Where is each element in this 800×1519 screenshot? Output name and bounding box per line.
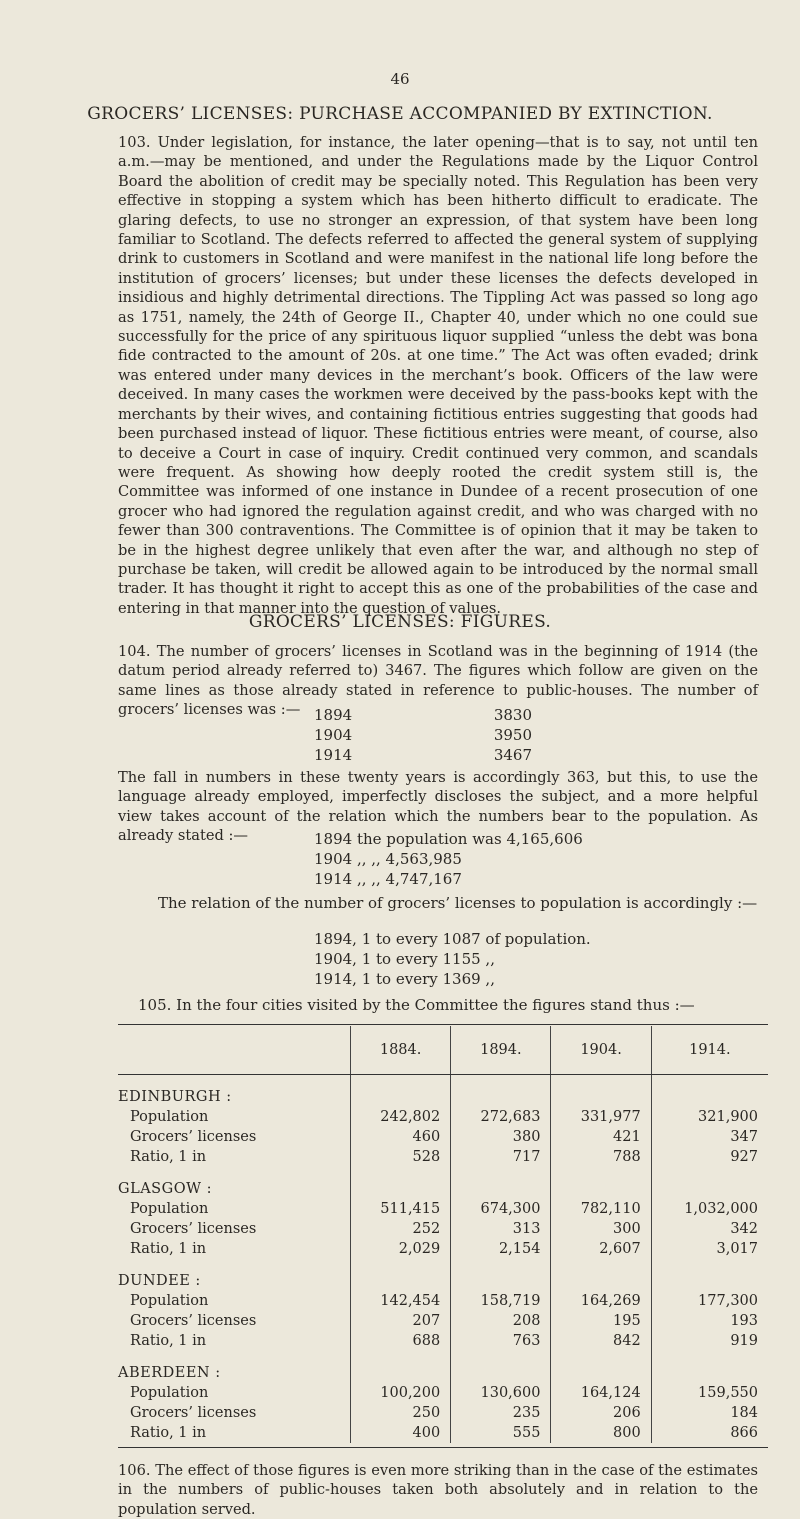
table-cell: 3,017: [651, 1239, 768, 1259]
table-cell: 300: [551, 1219, 651, 1239]
city-name: DUNDEE :: [118, 1273, 201, 1289]
row-label: Grocers’ licenses: [130, 1221, 257, 1237]
license-year: 1914: [314, 746, 353, 764]
page-number: 46: [390, 70, 410, 88]
section-heading-purchase: GROCERS’ LICENSES: PURCHASE ACCOMPANIED BY EXTINCTION.: [87, 104, 713, 124]
license-value: 3467: [493, 746, 532, 764]
table-row: [118, 1127, 768, 1147]
table-cell: 919: [651, 1331, 768, 1351]
table-cell: 528: [351, 1147, 451, 1167]
table-row: [118, 1219, 768, 1239]
paragraph-104: 104. The number of grocers’ licenses in Scotland was in the beginning of 1914 (the datum period already referred to) 3467. The figures which follow are given on the same lines as those already stated in reference to public-houses. The number of grocers’ licenses was :—: [118, 643, 758, 719]
paragraph-103: 103. Under legislation, for instance, the later opening—that is to say, not until ten a.m.—may be mentioned, and under the Regulations made by the Liquor Control Board the abolition of credit may be specially noted. This Regulation has been very effective in stopping a system which has been hitherto difficult to eradicate. The glaring defects, to use no stronger an expression, of that system have been long familiar to Scotland. The defects referred to affected the general system of supplying drink to customers in Scotland and were manifest in the national life long before the institution of grocers’ licenses; but under these licenses the defects developed in insidious and highly detrimental directions. The Tippling Act was passed so long ago as 1751, namely, the 24th of George II., Chapter 40, under which no one could sue successfully for the price of any spirituous liquor supplied “unless the debt was bona fide contracted to the amount of 20s. at one time.” The Act was often evaded; drink was entered under many devices in the merchant’s book. Officers of the law were deceived. In many cases the workmen were deceived by the pass-books kept with the merchants by their wives, and containing fictitious entries suggesting that goods had been purchased instead of liquor. These fictitious entries were meant, of course, also to deceive a Court in case of inquiry. Credit continued very common, and scandals were frequent. As showing how deeply rooted the credit system still is, the Committee was informed of one instance in Dundee of a recent prosecution of one grocer who had ignored the regulation against credit, and who was charged with no fewer than 300 contraventions. The Committee is of opinion that it may be taken to be in the highest degree unlikely that even after the war, and although no step of purchase be taken, will credit be allowed again to be introduced by the normal small trader. It has thought it right to accept this as one of the probabilities of the case and entering in that manner into the question of values.: [118, 134, 758, 617]
table-cell: 142,454: [351, 1291, 451, 1311]
row-label: Population: [130, 1109, 209, 1125]
table-cell: 272,683: [451, 1107, 551, 1127]
table-cell: 380: [451, 1127, 551, 1147]
table-cell: 242,802: [351, 1107, 451, 1127]
paragraph-105: 105. In the four cities visited by the Committee the figures stand thus :—: [138, 996, 695, 1014]
table-cell: 159,550: [651, 1383, 768, 1403]
table-cell: 800: [551, 1423, 651, 1443]
table-cell: 235: [451, 1403, 551, 1423]
row-label: Grocers’ licenses: [130, 1313, 257, 1329]
row-label: Grocers’ licenses: [130, 1405, 257, 1421]
relation-line: 1904, 1 to every 1155 ,,: [314, 950, 495, 968]
table-cell: 164,124: [551, 1383, 651, 1403]
relation-line: 1914, 1 to every 1369 ,,: [314, 970, 495, 988]
table-cell: 164,269: [551, 1291, 651, 1311]
table-bottom-rule: [118, 1447, 768, 1448]
table-cell: 206: [551, 1403, 651, 1423]
paragraph-106: 106. The effect of those figures is even more striking than in the case of the estimates in the numbers of public-houses taken both absolutely and in relation to the population served.: [118, 1462, 758, 1518]
table-cell: 555: [451, 1423, 551, 1443]
row-label: Ratio, 1 in: [130, 1333, 207, 1349]
city-statistics-table: [118, 1026, 768, 1443]
license-value: 3830: [493, 706, 532, 724]
table-cell: 674,300: [451, 1199, 551, 1219]
table-row: [118, 1311, 768, 1331]
table-cell: 717: [451, 1147, 551, 1167]
table-cell: 2,607: [551, 1239, 651, 1259]
city-name: GLASGOW :: [118, 1181, 212, 1197]
population-line: 1914 ,, ,, 4,747,167: [314, 870, 462, 888]
table-cell: 342: [651, 1219, 768, 1239]
table-cell: 321,900: [651, 1107, 768, 1127]
license-year: 1904: [314, 726, 353, 744]
license-year: 1894: [314, 706, 353, 724]
table-row: [118, 1107, 768, 1127]
city-name: EDINBURGH :: [118, 1089, 232, 1105]
row-label: Population: [130, 1385, 209, 1401]
section-heading-figures: GROCERS’ LICENSES: FIGURES.: [248, 612, 552, 632]
city-row: [118, 1075, 768, 1108]
table-cell: 207: [351, 1311, 451, 1331]
city-name: ABERDEEN :: [118, 1365, 221, 1381]
table-cell: 252: [351, 1219, 451, 1239]
city-row: [118, 1351, 768, 1383]
table-cell: 763: [451, 1331, 551, 1351]
city-row: [118, 1259, 768, 1291]
table-cell: 195: [551, 1311, 651, 1331]
table-row: [118, 1291, 768, 1311]
table-row: [118, 1383, 768, 1403]
population-line: 1904 ,, ,, 4,563,985: [314, 850, 462, 868]
table-cell: 782,110: [551, 1199, 651, 1219]
license-value: 3950: [493, 726, 532, 744]
row-label: Population: [130, 1293, 209, 1309]
row-label: Ratio, 1 in: [130, 1149, 207, 1165]
table-cell: 927: [651, 1147, 768, 1167]
table-cell: 460: [351, 1127, 451, 1147]
table-cell: 100,200: [351, 1383, 451, 1403]
table-cell: 331,977: [551, 1107, 651, 1127]
table-header-row: [118, 1026, 768, 1075]
table-cell: 130,600: [451, 1383, 551, 1403]
table-row: [118, 1331, 768, 1351]
table-top-rule: [118, 1024, 768, 1025]
table-cell: 158,719: [451, 1291, 551, 1311]
row-label: Population: [130, 1201, 209, 1217]
year-column-header: 1884.: [351, 1026, 451, 1075]
year-column-header: 1904.: [551, 1026, 651, 1075]
table-cell: 688: [351, 1331, 451, 1351]
year-column-header: 1914.: [651, 1026, 768, 1075]
table-row: [118, 1199, 768, 1219]
table-cell: 788: [551, 1147, 651, 1167]
table-cell: 177,300: [651, 1291, 768, 1311]
table-cell: 511,415: [351, 1199, 451, 1219]
table-cell: 866: [651, 1423, 768, 1443]
table-cell: 2,154: [451, 1239, 551, 1259]
table-cell: 208: [451, 1311, 551, 1331]
table-cell: 184: [651, 1403, 768, 1423]
table-cell: 347: [651, 1127, 768, 1147]
table-cell: 400: [351, 1423, 451, 1443]
table-header-blank: [118, 1026, 351, 1075]
table-row: [118, 1239, 768, 1259]
table-cell: 2,029: [351, 1239, 451, 1259]
relation-line: 1894, 1 to every 1087 of population.: [314, 930, 591, 948]
table-row: [118, 1403, 768, 1423]
population-line: 1894 the population was 4,165,606: [314, 830, 583, 848]
row-label: Ratio, 1 in: [130, 1241, 207, 1257]
table-cell: 250: [351, 1403, 451, 1423]
table-cell: 313: [451, 1219, 551, 1239]
table-cell: 193: [651, 1311, 768, 1331]
year-column-header: 1894.: [451, 1026, 551, 1075]
table-row: [118, 1147, 768, 1167]
table-cell: 421: [551, 1127, 651, 1147]
city-row: [118, 1167, 768, 1199]
row-label: Ratio, 1 in: [130, 1425, 207, 1441]
table-cell: 842: [551, 1331, 651, 1351]
table-cell: 1,032,000: [651, 1199, 768, 1219]
table-row: [118, 1423, 768, 1443]
relation-intro: The relation of the number of grocers’ licenses to population is accordingly :—: [158, 894, 758, 912]
row-label: Grocers’ licenses: [130, 1129, 257, 1145]
paragraph-104-continued: The fall in numbers in these twenty years is accordingly 363, but this, to use the language already employed, imperfectly discloses the subject, and a more helpful view takes account of the relation which the numbers bear to the population. As already stated :—: [118, 769, 758, 845]
